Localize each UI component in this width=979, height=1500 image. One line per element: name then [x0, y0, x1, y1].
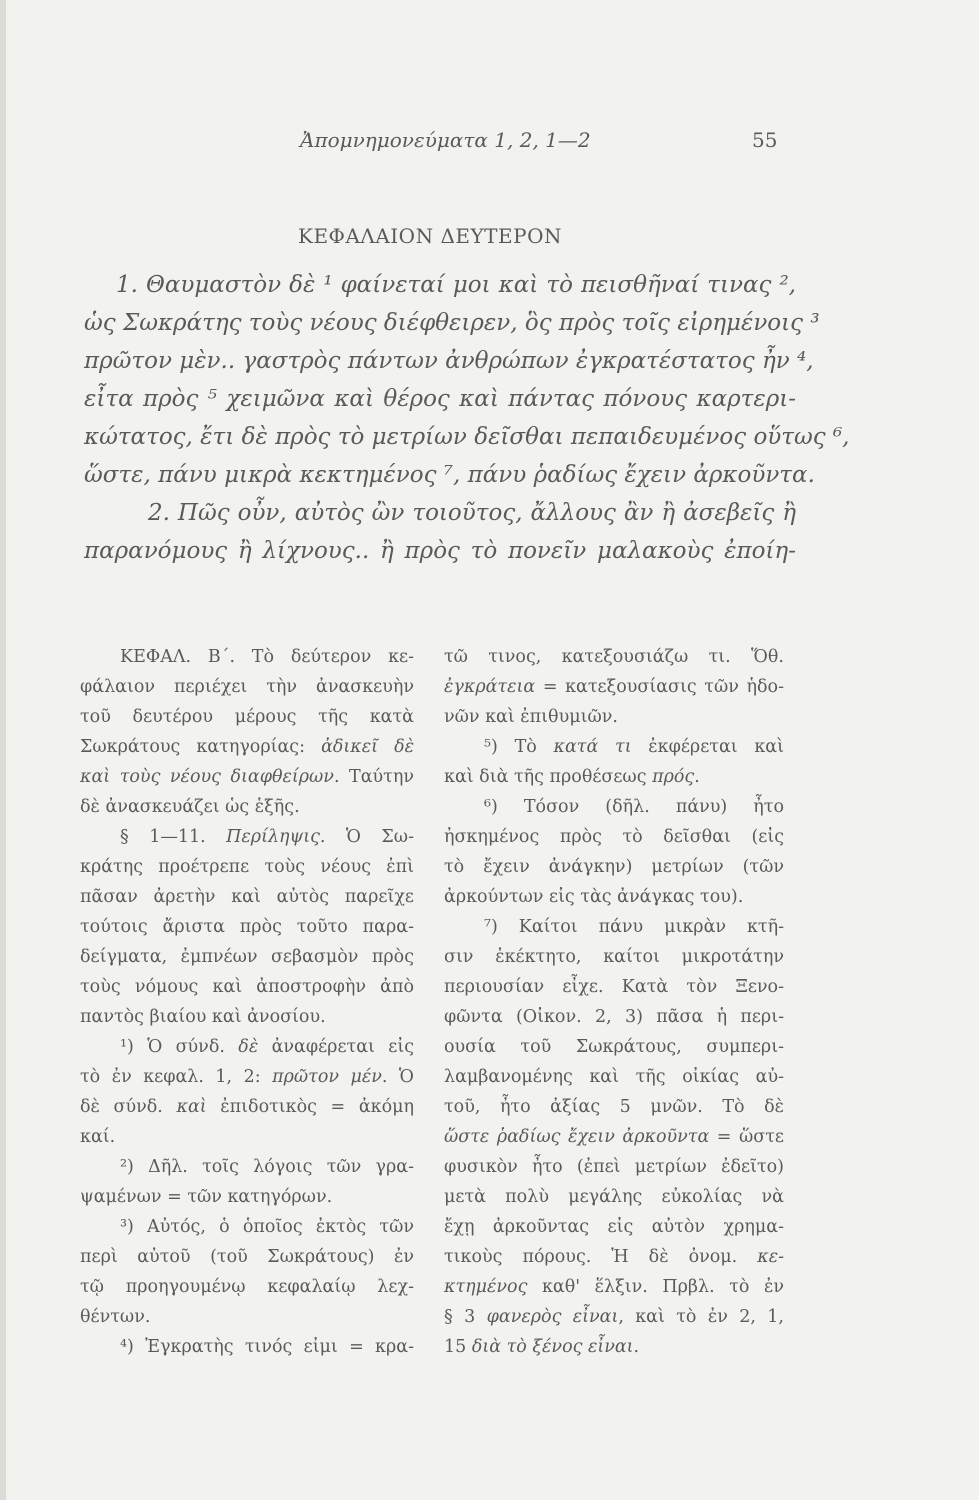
text-line: [80, 1152, 414, 1182]
paragraph: [84, 494, 796, 570]
paragraph: [444, 912, 784, 1362]
text-line: [444, 882, 784, 912]
text-line: [80, 882, 414, 912]
text-line: [80, 1302, 414, 1332]
text: κώτατος, ἔτι δὲ πρὸς τὸ μετρίων δεῖσθαι πεπαιδευμένος οὕτως ⁶,: [84, 424, 850, 450]
text: παρανόμους ἢ λίχνους.. ἢ πρὸς τὸ πονεῖν μαλακοὺς ἐποίη-: [84, 538, 796, 564]
paragraph: [80, 1332, 414, 1362]
text-line: [80, 1002, 414, 1032]
text: ουσία τοῦ Σωκράτους, συμπερι-: [444, 1037, 784, 1057]
text-line: [444, 1272, 784, 1302]
text: ἐπιδοτικὸς = ἀκόμη: [206, 1097, 414, 1117]
text-line: [80, 1122, 414, 1152]
text-line: [444, 672, 784, 702]
text: σιν ἐκέκτητο, καίτοι μικροτάτην: [444, 947, 784, 967]
italic-text: κτημένος: [444, 1277, 528, 1297]
italic-text: καὶ: [176, 1097, 207, 1117]
text-line: [80, 702, 414, 732]
text-line: [80, 972, 414, 1002]
text: § 3: [444, 1307, 487, 1327]
italic-text: ὥστε ῥαδίως ἔχειν ἀρκοῦντα: [444, 1127, 710, 1147]
text-line: [444, 1212, 784, 1242]
text: . Ταύτην: [333, 767, 414, 787]
text: δείγματα, ἐμπνέων σεβασμὸν πρὸς: [80, 947, 414, 967]
text: .: [633, 1337, 640, 1357]
footnotes-left-column: [80, 642, 414, 1362]
text-line: [80, 912, 414, 942]
text-line: [80, 1272, 414, 1302]
italic-text: κε-: [757, 1247, 784, 1267]
text-line: [444, 852, 784, 882]
text-line: [444, 912, 784, 942]
text: καθ' ἕλξιν. Πρβλ. τὸ ἐν: [527, 1277, 784, 1297]
text: .: [694, 767, 700, 787]
text: θέντων.: [80, 1307, 151, 1327]
text: ὥστε, πάνυ μικρὰ κεκτημένος ⁷, πάνυ ῥαδίως ἔχειν ἀρκοῦντα.: [84, 462, 815, 488]
text: ¹) Ὁ σύνδ.: [120, 1037, 239, 1057]
footnotes-right-column: [444, 642, 784, 1362]
text-line: [444, 702, 784, 732]
main-text: [84, 266, 850, 570]
text: πᾶσαν ἀρετὴν καὶ αὐτὸς παρεῖχε: [80, 887, 414, 907]
text: τούτοις ἄριστα πρὸς τοῦτο παρα-: [80, 917, 414, 937]
text-line: [80, 822, 414, 852]
text: , καὶ τὸ ἐν 2, 1,: [618, 1307, 784, 1327]
text: φυσικὸν ἦτο (ἐπεὶ μετρίων ἐδεῖτο): [444, 1157, 784, 1177]
paragraph: [80, 1152, 414, 1212]
italic-text: φανερὸς εἶναι: [486, 1307, 619, 1327]
text: καί.: [80, 1127, 116, 1147]
page-number: 55: [752, 128, 778, 152]
text: δὲ σύνδ.: [80, 1097, 177, 1117]
text: τῷ προηγουμένῳ κεφαλαίῳ λεχ-: [80, 1277, 414, 1297]
text: τικοὺς πόρους. Ἡ δὲ ὀνομ.: [444, 1247, 758, 1267]
text-line: [444, 972, 784, 1002]
text: ⁶) Τόσον (δῆλ. πάνυ) ἦτο: [484, 797, 784, 817]
text: ἐκφέρεται καὶ: [631, 737, 784, 757]
text-line: [84, 494, 796, 532]
text: 15: [444, 1337, 472, 1357]
text-line: [84, 456, 815, 494]
paragraph: [80, 822, 414, 1032]
text-line: [84, 418, 850, 456]
text-line: [444, 1032, 784, 1062]
text-line: [84, 380, 796, 418]
text-line: [84, 266, 796, 304]
text-line: [80, 1212, 414, 1242]
text-line: [444, 1302, 784, 1332]
text: = κατεξουσίασις τῶν ἡδο-: [535, 677, 784, 697]
text: ⁵) Τὸ: [484, 737, 554, 757]
italic-text: πρῶτον μέν: [272, 1067, 382, 1087]
text-line: [444, 942, 784, 972]
text: τοῦ δευτέρου μέρους τῆς κατὰ: [80, 707, 414, 727]
text: ΚΕΦΑΛ. Β΄. Τὸ δεύτερον κε-: [120, 647, 414, 667]
paragraph: [80, 642, 414, 822]
text-line: [80, 792, 414, 822]
text-line: [444, 1062, 784, 1092]
text-line: [444, 642, 784, 672]
text: ἔχῃ ἀρκοῦντας εἰς αὐτὸν χρημα-: [444, 1217, 784, 1237]
text: τῶ τινος, κατεξουσιάζω τι. Ὅθ.: [444, 647, 784, 667]
paragraph: [444, 792, 784, 912]
text-line: [80, 942, 414, 972]
text: πρῶτον μὲν.. γαστρὸς πάντων ἀνθρώπων ἐγκρατέστατος ἦν ⁴,: [84, 348, 814, 374]
text: ²) Δῆλ. τοῖς λόγοις τῶν γρα-: [120, 1157, 414, 1177]
text: 1. Θαυμαστὸν δὲ ¹ φαίνεταί μοι καὶ τὸ πεισθῆναί τινας ²,: [116, 272, 796, 298]
text-line: [80, 762, 414, 792]
paragraph: [80, 1032, 414, 1152]
italic-text: κατά τι: [553, 737, 632, 757]
text: περὶ αὐτοῦ (τοῦ Σωκράτους) ἐν: [80, 1247, 414, 1267]
text-line: [80, 1182, 414, 1212]
paragraph: [444, 732, 784, 792]
text: = ὥστε: [709, 1127, 784, 1147]
text: 2. Πῶς οὖν, αὐτὸς ὢν τοιοῦτος, ἄλλους ἂν ἢ ἀσεβεῖς ἢ: [148, 500, 796, 526]
text: ἠσκημένος πρὸς τὸ δεῖσθαι (εἰς: [444, 827, 784, 847]
text: Ὁ Σω-: [325, 827, 414, 847]
text-line: [80, 1032, 414, 1062]
italic-text: ἀδικεῖ δὲ: [321, 737, 414, 757]
text-line: [444, 792, 784, 822]
text: περιουσίαν εἶχε. Κατὰ τὸν Ξενο-: [444, 977, 784, 997]
text-line: [84, 342, 814, 380]
text: ὡς Σωκράτης τοὺς νέους διέφθειρεν, ὃς πρὸς τοῖς εἰρημένοις ³: [84, 310, 820, 336]
text-line: [80, 642, 414, 672]
text-line: [444, 1092, 784, 1122]
text: τὸ ἐν κεφαλ. 1, 2:: [80, 1067, 273, 1087]
italic-text: διὰ τὸ ξένος εἶναι: [471, 1337, 634, 1357]
text: τοῦ, ἦτο ἀξίας 5 μνῶν. Τὸ δὲ: [444, 1097, 784, 1117]
text: φάλαιον περιέχει τὴν ἀνασκευὴν: [80, 677, 414, 697]
text: κράτης προέτρεπε τοὺς νέους ἐπὶ: [80, 857, 414, 877]
text: δὲ ἀνασκευάζει ὡς ἑξῆς.: [80, 797, 300, 817]
italic-text: ἐγκράτεια: [444, 677, 536, 697]
italic-text: Περίληψις.: [226, 827, 326, 847]
text-line: [80, 1062, 414, 1092]
text: παντὸς βιαίου καὶ ἀνοσίου.: [80, 1007, 326, 1027]
text: λαμβανομένης καὶ τῆς οἰκίας αὐ-: [444, 1067, 784, 1087]
running-title: Ἀπομνημονεύματα 1, 2, 1—2: [300, 128, 591, 152]
italic-text: πρός: [652, 767, 695, 787]
text: φῶντα (Οἰκον. 2, 3) πᾶσα ἡ περι-: [444, 1007, 784, 1027]
paragraph: [80, 1212, 414, 1332]
text: τοὺς νόμους καὶ ἀποστροφὴν ἀπὸ: [80, 977, 414, 997]
text-line: [80, 732, 414, 762]
text-line: [444, 1242, 784, 1272]
text-line: [444, 732, 784, 762]
text-line: [444, 762, 784, 792]
paragraph: [84, 266, 850, 494]
italic-text: δὲ: [238, 1037, 259, 1057]
text: ³) Αὐτός, ὁ ὁποῖος ἐκτὸς τῶν: [120, 1217, 414, 1237]
text: ἀναφέρεται εἰς: [258, 1037, 414, 1057]
text-line: [444, 1122, 784, 1152]
text-line: [80, 672, 414, 702]
chapter-title: ΚΕΦΑΛΑΙΟΝ ΔΕΥΤΕΡΟΝ: [298, 224, 562, 248]
text: μετὰ πολὺ μεγάλης εὐκολίας νὰ: [444, 1187, 784, 1207]
text: Σωκράτους κατηγορίας:: [80, 737, 322, 757]
text: ψαμένων = τῶν κατηγόρων.: [80, 1187, 333, 1207]
text-line: [80, 1092, 414, 1122]
text: . Ὁ: [381, 1067, 414, 1087]
text: νῶν καὶ ἐπιθυμιῶν.: [444, 707, 618, 727]
text-line: [80, 852, 414, 882]
text: τὸ ἔχειν ἀνάγκην) μετρίων (τῶν: [444, 857, 784, 877]
text: εἶτα πρὸς ⁵ χειμῶνα καὶ θέρος καὶ πάντας πόνους καρτερι-: [84, 386, 796, 412]
text-line: [444, 1332, 784, 1362]
paragraph: [444, 642, 784, 732]
text-line: [84, 304, 820, 342]
text: καὶ διὰ τῆς προθέσεως: [444, 767, 653, 787]
text: ⁴) Ἐγκρατὴς τινός εἰμι = κρα-: [120, 1337, 414, 1357]
text-line: [444, 1152, 784, 1182]
text-line: [444, 1182, 784, 1212]
text-line: [444, 822, 784, 852]
text: ⁷) Καίτοι πάνυ μικρὰν κτῆ-: [484, 917, 784, 937]
text-line: [80, 1332, 414, 1362]
text-line: [80, 1242, 414, 1272]
text: ἀρκούντων εἰς τὰς ἀνάγκας του).: [444, 887, 744, 907]
text-line: [444, 1002, 784, 1032]
italic-text: καὶ τοὺς νέους διαφθείρων: [80, 767, 334, 787]
text-line: [84, 532, 796, 570]
text: § 1—11.: [120, 827, 227, 847]
